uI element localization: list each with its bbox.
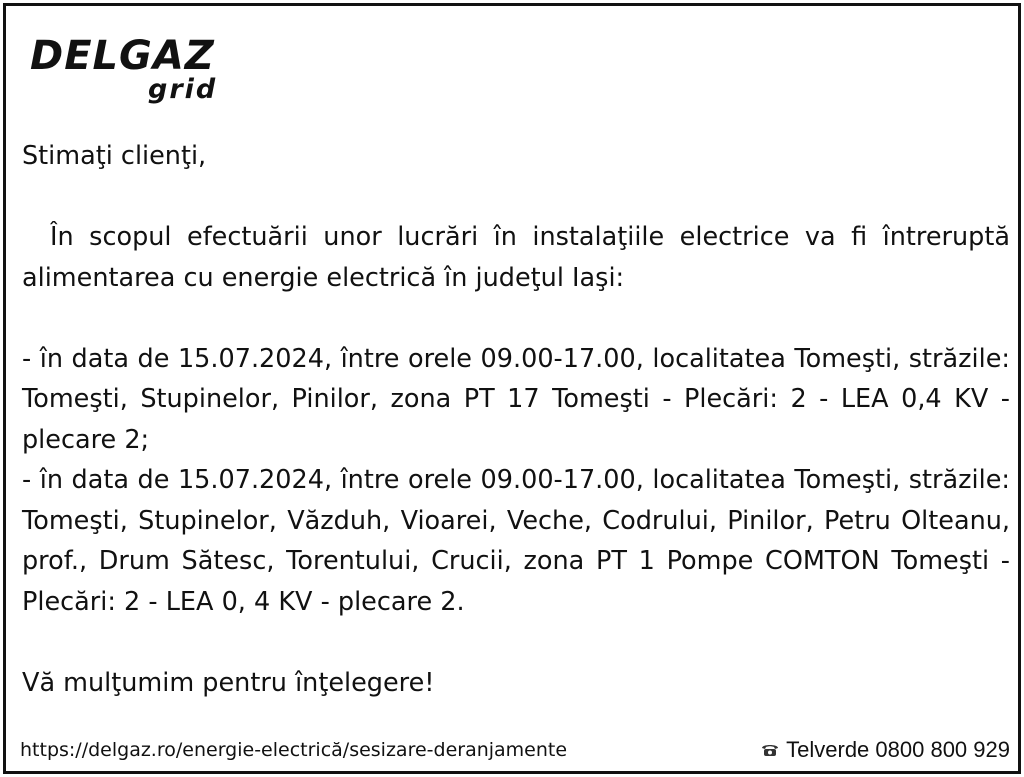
notice-body [22,136,1010,703]
outage-item-2: - în data de 15.07.2024, între orele 09.00-17.00, localitatea Tomeşti, străzile: Tomeşti, Stupinelor, Văzduh, Vioarei, Veche, Codrului, Pinilor, Petru Olteanu, prof., Drum Sătesc, Torentului, Crucii, zona PT 1 Pompe COMTON Tomeşti - Plecări: 2 - LEA 0, 4 KV - plecare 2. [22,465,1010,617]
greeting: Stimaţi clienţi, [22,141,207,171]
closing-text: Vă mulţumim pentru înţelegere! [22,667,435,698]
footer-phone [760,736,1010,764]
logo-sub: grid [148,74,218,105]
logo-brand: DELGAZ [30,33,215,79]
telephone-icon [760,742,780,758]
notice-frame [3,3,1021,774]
footer-url-link[interactable]: https://delgaz.ro/energie-electrică/sesizare-deranjamente [20,739,568,761]
outage-item-1: - în data de 15.07.2024, între orele 09.00-17.00, localitatea Tomeşti, străzile: Tomeşti, Stupinelor, Pinilor, zona PT 17 Tomeşti - Plecări: 2 - LEA 0,4 KV - plecare 2; [22,343,1010,455]
intro-paragraph: În scopul efectuării unor lucrări în instalaţiile electrice va fi întreruptă alimentarea cu energie electrică în judeţul Iaşi: [22,222,1010,293]
phone-number: Telverde 0800 800 929 [786,737,1010,762]
delgaz-grid-logo [30,34,230,112]
